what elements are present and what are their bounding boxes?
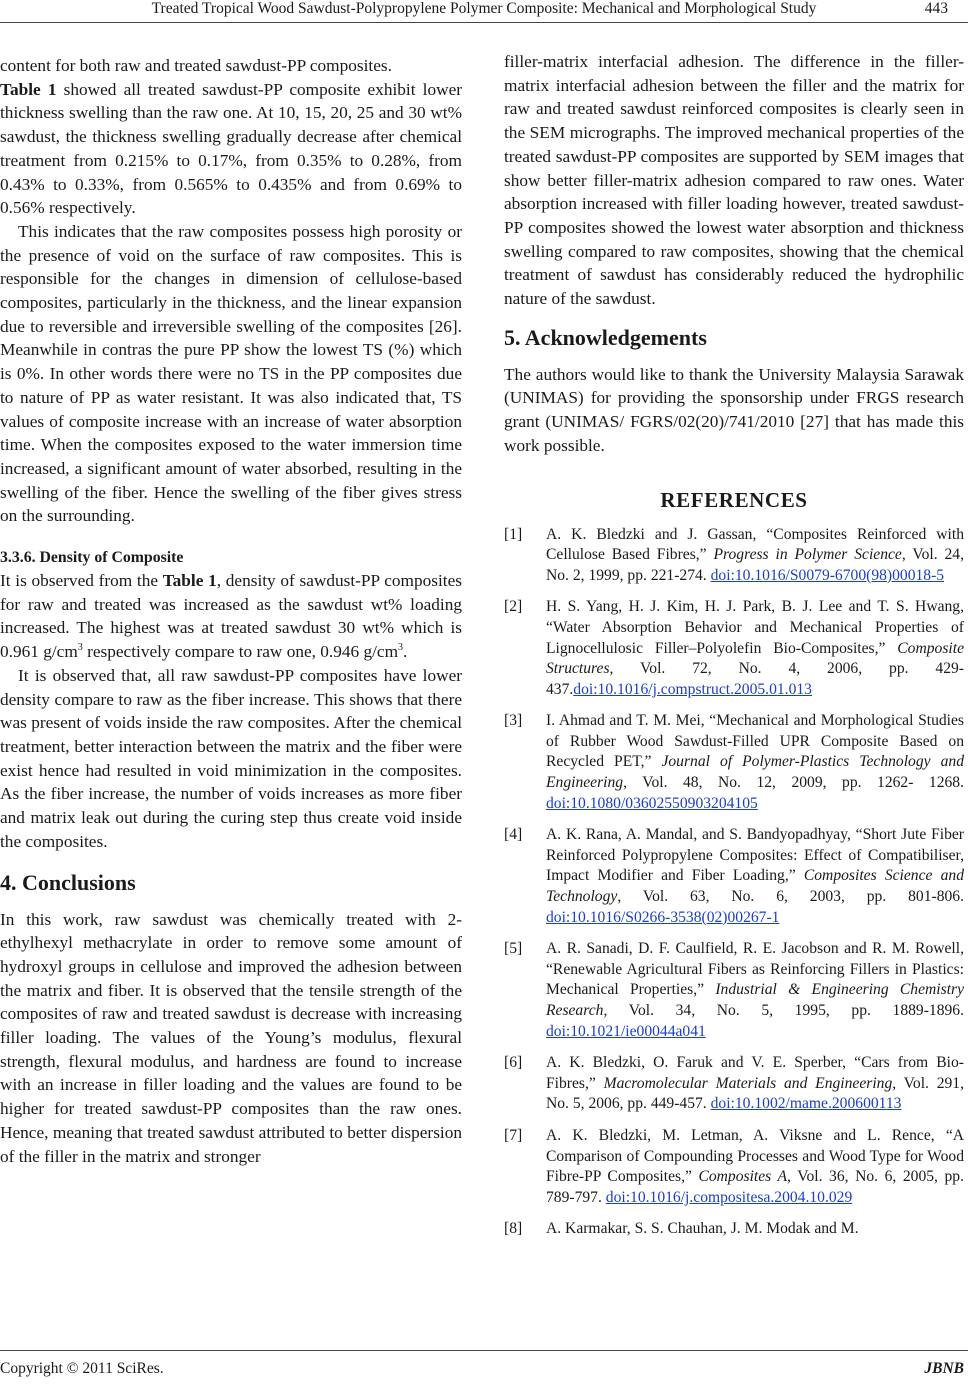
reference-details: , Vol. 72, No. 4, 2006, pp. 429-437. bbox=[546, 660, 964, 698]
page-number: 443 bbox=[924, 0, 948, 17]
reference-text: A. K. Rana, A. Mandal, and S. Bandyopadhyay, “Short Jute Fiber Reinforced Polypropylene Composites: Effect of Compatibiliser, Impact Modifier and Fiber Loading,” bbox=[546, 826, 964, 885]
reference-item bbox=[504, 1219, 964, 1240]
reference-journal: Macromolecular Materials and Engineering bbox=[603, 1074, 893, 1092]
reference-journal: Industrial & Engineering Chemistry Research bbox=[546, 981, 965, 1020]
reference-doi-link[interactable]: doi:10.1021/ie00044a041 bbox=[546, 1022, 706, 1040]
reference-doi-link[interactable]: doi:10.1016/S0079-6700(98)00018-5 bbox=[710, 566, 945, 584]
reference-doi-link[interactable]: doi:10.1080/03602550903204105 bbox=[546, 794, 758, 812]
reference-item bbox=[504, 525, 964, 587]
paragraph-adhesion: filler-matrix interfacial adhesion. The difference in the filler-matrix interfacial adhesion between the filler and the matrix for raw and treated sawdust reinforced composites is clearly seen in the SEM micrographs. The improved mechanical properties of the treated sawdust-PP composites are supported by SEM images that show better filler-matrix adhesion compared to raw ones. Water absorption increased with filler loading however, treated sawdust-PP composites showed the lowest water absorption and thickness swelling compared to raw composites, showing that the chemical treatment of sawdust has considerably reduced the hydrophilic nature of the sawdust. bbox=[504, 52, 964, 309]
journal-abbreviation: JBNB bbox=[924, 1360, 964, 1377]
reference-text: A. K. Bledzki and J. Gassan, “Composites Reinforced with Cellulose Based Fibres,” bbox=[546, 525, 964, 564]
references-heading: REFERENCES bbox=[660, 487, 808, 512]
reference-text: A. Karmakar, S. S. Chauhan, J. M. Modak and M. bbox=[546, 1220, 859, 1238]
paragraph-thickness-swelling bbox=[0, 54, 462, 220]
reference-number: [6] bbox=[504, 1054, 523, 1072]
reference-number: [8] bbox=[504, 1220, 523, 1238]
running-title: Treated Tropical Wood Sawdust-Polypropylene Polymer Composite: Mechanical and Morphological Study bbox=[151, 0, 817, 17]
header-rule bbox=[0, 22, 968, 23]
reference-doi-link[interactable]: doi:10.1016/j.compositesa.2004.10.029 bbox=[605, 1188, 853, 1206]
reference-text: H. S. Yang, H. J. Kim, H. J. Park, B. J. Lee and T. S. Hwang, “Water Absorption Behavior and Mechanical Properties of Lignocellulosic Filler–Polyolefin Bio-Composites,” bbox=[546, 598, 964, 657]
reference-text: A. R. Sanadi, D. F. Caulfield, R. E. Jacobson and R. M. Rowell, “Renewable Agricultural Fibers as Reinforcing Fillers in Plastics: Mechanical Properties,” bbox=[546, 940, 964, 999]
reference-details: , Vol. 36, No. 6, 2005, pp. 789-797. bbox=[546, 1168, 964, 1206]
copyright-notice: Copyright © 2011 SciRes. bbox=[0, 1360, 164, 1377]
table-reference: Table 1 bbox=[162, 571, 217, 591]
superscript: 3 bbox=[398, 642, 404, 654]
reference-item bbox=[504, 825, 964, 928]
reference-text: I. Ahmad and T. M. Mei, “Mechanical and Morphological Studies of Rubber Wood Sawdust-Filled UPR Composite Based on Recycled PET,” bbox=[546, 712, 964, 771]
reference-details: , Vol. 48, No. 12, 2009, pp. 1262- 1268. bbox=[623, 774, 964, 792]
reference-details: , Vol. 291, No. 5, 2006, pp. 449-457. bbox=[546, 1074, 965, 1113]
reference-number: [5] bbox=[504, 940, 523, 958]
reference-item bbox=[504, 711, 964, 814]
reference-journal: Progress in Polymer Science bbox=[713, 546, 902, 564]
text-run: showed all treated sawdust-PP composite exhibit lower thickness swelling than the raw one. At 10, 15, 20, 25 and 30 wt% sawdust, the thickness swelling gradually decrease after chemical treatment from 0.215% to 0.17%, from 0.35% to 0.28%, from 0.43% to 0.33%, from 0.565% to 0.435% and from 0.69% to 0.56% respectively. bbox=[0, 79, 463, 218]
reference-doi-link[interactable]: doi:10.1016/S0266-3538(02)00267-1 bbox=[546, 908, 780, 926]
reference-journal: Composites Science and Technology bbox=[546, 867, 965, 906]
reference-details: , Vol. 34, No. 5, 1995, pp. 1889-1896. bbox=[603, 1002, 964, 1020]
paragraph-density bbox=[0, 569, 462, 664]
paragraph-porosity: This indicates that the raw composites possess high porosity or the presence of void on the surface of raw composites. This is responsible for the changes in dimension of cellulose-based composites, particularly in the thickness, and the linear expansion due to reversible and irreversible swelling of the composites [26]. Meanwhile in contras the pure PP show the lowest TS (%) which is 0%. In other words there were no TS in the PP composites due to nature of PP as water resistant. It was also indicated that, TS values of composite increase with an increase of water absorption time. When the composites exposed to the water immersion time increased, a significant amount of water absorbed, resulting in the swelling of the fiber. Hence the swelling of the fiber gives stress on the surrounding. bbox=[0, 221, 462, 526]
reference-number: [3] bbox=[504, 712, 523, 730]
text-run: It is observed from the bbox=[0, 571, 163, 591]
reference-number: [7] bbox=[504, 1126, 523, 1144]
paragraph-conclusions: In this work, raw sawdust was chemically treated with 2-ethylhexyl methacrylate in order to remove some amount of hydroxyl groups in cellulose and improved the adhesion between the matrix and fiber. It is observed that the tensile strength of the composites of raw and treated sawdust is decrease with increasing filler loading. The values of the Young’s modulus, flexural strength, flexural modulus, and hardness are found to increase with an increase in filler loading and the values are found to be higher for treated sawdust-PP composites than the raw ones. Hence, meaning that treated sawdust attributed to better dispersion of the filler in the matrix and stronger bbox=[0, 909, 462, 1166]
reference-item bbox=[504, 597, 964, 700]
reference-list bbox=[504, 525, 964, 1240]
footer-rule bbox=[0, 1350, 968, 1351]
reference-item bbox=[504, 1053, 964, 1115]
reference-details: , Vol. 24, No. 2, 1999, pp. 221-274. bbox=[546, 546, 964, 584]
reference-journal: Composites A bbox=[698, 1168, 788, 1186]
section-heading-acknowledgements: 5. Acknowledgements bbox=[504, 324, 707, 350]
section-heading-conclusions: 4. Conclusions bbox=[0, 869, 136, 895]
reference-journal: Journal of Polymer-Plastics Technology and Engineering bbox=[546, 753, 964, 792]
reference-number: [4] bbox=[504, 826, 523, 844]
reference-number: [1] bbox=[504, 525, 523, 543]
right-column bbox=[504, 50, 964, 1251]
reference-text: A. K. Bledzki, M. Letman, A. Viksne and L. Rence, “A Comparison of Compounding Processes and Wood Type for Wood Fibre-PP Composites,” bbox=[546, 1126, 964, 1186]
reference-item bbox=[504, 939, 964, 1042]
reference-doi-link[interactable]: doi:10.1002/mame.200600113 bbox=[710, 1095, 902, 1113]
reference-journal: Composite Structures bbox=[546, 639, 964, 678]
table-reference: Table 1 bbox=[0, 79, 57, 99]
left-column bbox=[0, 54, 462, 1168]
paragraph-voids: It is observed that, all raw sawdust-PP composites have lower density compare to raw as the fiber increase. This shows that there was present of voids inside the raw composites. After the chemical treatment, better interaction between the matrix and the fiber were exist hence had resulted in void minimization in the composites. As the fiber increase, the number of voids increases as more fiber and matrix leak out during the curing step thus create void inside the composites. bbox=[0, 665, 462, 851]
text-run: . bbox=[403, 642, 408, 662]
superscript: 3 bbox=[77, 642, 83, 654]
reference-doi-link[interactable]: doi:10.1016/j.compstruct.2005.01.013 bbox=[573, 680, 812, 698]
text-run: content for both raw and treated sawdust-PP composites. bbox=[0, 56, 392, 75]
reference-number: [2] bbox=[504, 598, 523, 616]
subsection-heading: 3.3.6. Density of Composite bbox=[0, 549, 184, 567]
reference-details: , Vol. 63, No. 6, 2003, pp. 801-806. bbox=[617, 888, 964, 906]
reference-text: A. K. Bledzki, O. Faruk and V. E. Sperber, “Cars from Bio-Fibres,” bbox=[546, 1054, 964, 1092]
paragraph-acknowledgements: The authors would like to thank the University Malaysia Sarawak (UNIMAS) for providing the sponsorship under FRGS research grant (UNIMAS/ FGRS/02(20)/741/2010 [27] that has made this work possible. bbox=[504, 364, 964, 455]
text-run: , density of sawdust-PP composites for raw and treated was increased as the sawdust wt% loading increased. The highest was at treated sawdust 30 wt% which is 0.961 g/cm bbox=[0, 571, 462, 662]
text-run: respectively compare to raw one, 0.946 g/cm bbox=[82, 642, 399, 662]
reference-item bbox=[504, 1126, 964, 1208]
